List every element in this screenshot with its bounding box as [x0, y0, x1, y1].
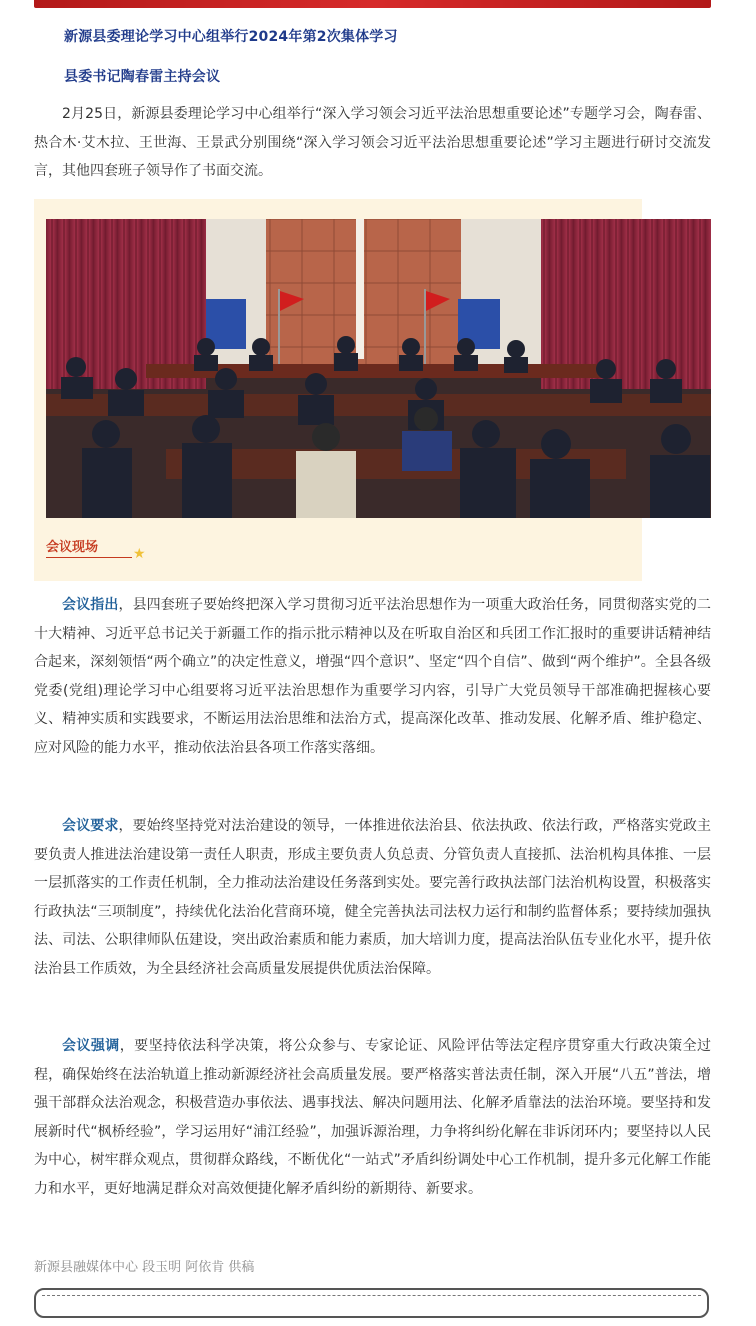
bottom-decoration-box — [34, 1288, 709, 1318]
article-heading-1: 新源县委理论学习中心组举行2024年第2次集体学习 — [64, 29, 398, 45]
article-heading-2: 县委书记陶春雷主持会议 — [64, 69, 221, 85]
section-text-2: ，要始终坚持党对法治建设的领导，一体推进依法治县、依法执政、依法行政，严格落实党政主要负责人推进法治建设第一责任人职责，形成主要负责人负总责、分管负责人直接抓、法治机构具体推、一层一层抓落实的工作责任机制，全力推动法治建设任务落到实处。要完善行政执法部门法治机构设置，积极落实行政执法“三项制度”，持续优化法治化营商环境，健全完善执法司法权力运行和制约监督体系；要持续加强执法、司法、公职律师队伍建设，突出政治素质和能力素质，加大培训力度，提高法治队伍专业化水平，提升依法治县工作质效，为全县经济社会高质量发展提供优质法治保障。 — [34, 818, 712, 977]
section-lead-2: 会议要求 — [62, 818, 119, 834]
top-decoration-bar — [34, 0, 711, 8]
photo-caption: 会议现场 — [46, 540, 99, 555]
section-text-1: ，县四套班子要始终把深入学习贯彻习近平法治思想作为一项重大政治任务，同贯彻落实党的二十大精神、习近平总书记关于新疆工作的指示批示精神以及在听取自治区和兵团工作汇报时的重要讲话精神结合起来，深刻领悟“两个确立”的决定性意义，增强“四个意识”、坚定“四个自信”、做到“两个维护”。全县各级党委(党组)理论学习中心组要将习近平法治思想作为重要学习内容，引导广大党员领导干部准确把握核心要义、精神实质和实践要求，不断运用法治思维和法治方式，提高深化改革、推动发展、化解矛盾、维护稳定、应对风险的能力水平，推动依法治县各项工作落实落细。 — [34, 597, 712, 756]
meeting-photo[interactable] — [46, 219, 711, 518]
section-text-3: ，要坚持依法科学决策，将公众参与、专家论证、风险评估等法定程序贯穿重大行政决策全过程，确保始终在法治轨道上推动新源经济社会高质量发展。要严格落实普法责任制，深入开展“八五”普法，增强干部群众法治观念，积极营造办事依法、遇事找法、解决问题用法、化解矛盾靠法的法治环境。要坚持和发展新时代“枫桥经验”，学习运用好“浦江经验”，加强诉源治理，力争将纠纷化解在非诉闭环内；要坚持以人民为中心，树牢群众观点，贯彻群众路线，不断优化“一站式”矛盾纠纷调处中心工作机制，提升多元化解工作能力和水平，更好地满足群众对高效便捷化解矛盾纠纷的新期待、新要求。 — [34, 1038, 712, 1197]
section-lead-1: 会议指出 — [62, 597, 119, 613]
star-icon: ★ — [133, 546, 146, 562]
bottom-decoration-dashes — [42, 1295, 701, 1326]
intro-paragraph: 2月25日，新源县委理论学习中心组举行“深入学习领会习近平法治思想重要论述”专题学习会，陶春雷、热合木·艾木拉、王世海、王景武分别围绕“深入学习领会习近平法治思想重要论述”学习主题进行研讨交流发言，其他四套班子领导作了书面交流。 — [34, 106, 711, 179]
caption-underline — [46, 557, 132, 558]
section-paragraph-1 — [34, 591, 711, 762]
article-credit: 新源县融媒体中心 段玉明 阿依肯 供稿 — [34, 1260, 255, 1275]
section-lead-3: 会议强调 — [62, 1038, 120, 1054]
section-paragraph-2 — [34, 812, 711, 983]
section-paragraph-3 — [34, 1032, 711, 1203]
